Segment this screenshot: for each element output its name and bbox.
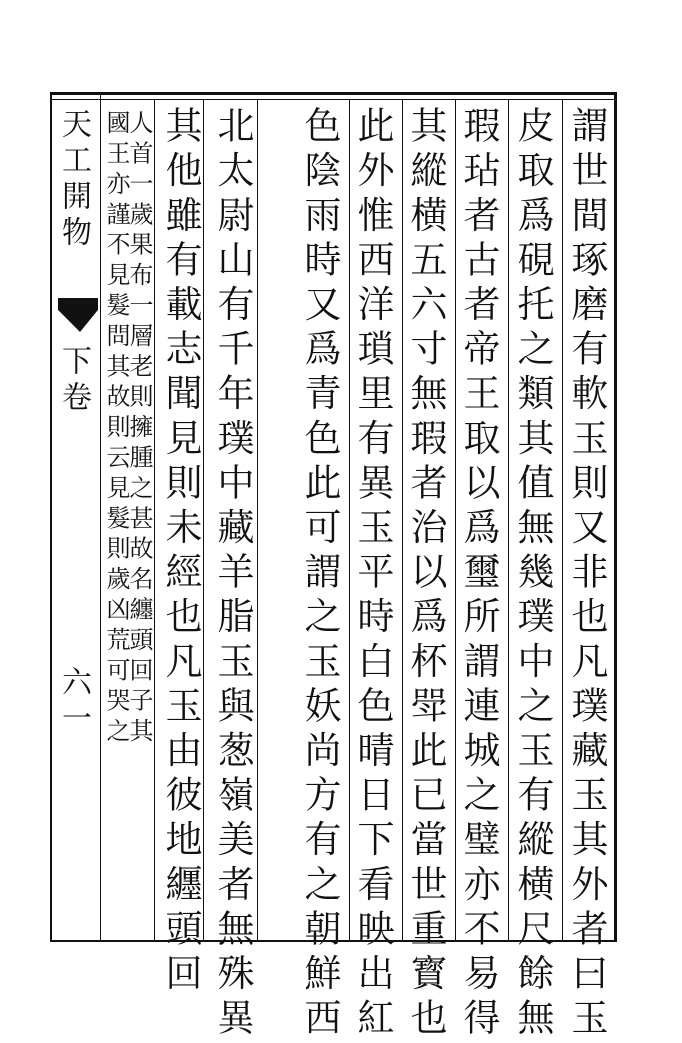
column-rule <box>562 100 563 940</box>
text-column-4: 其縱横五六寸無瑕者治以爲杯斝此已當世重寳也 <box>404 106 447 1043</box>
volume-label: 下卷 <box>56 345 91 417</box>
page-number: 六一 <box>56 666 91 738</box>
column-rule <box>203 100 204 940</box>
column-rule <box>257 100 258 940</box>
column-rule <box>402 100 403 940</box>
top-border-inner <box>50 99 616 100</box>
fish-tail-mark <box>58 298 98 332</box>
text-column-2: 皮取爲硯托之類其值無幾璞中之玉有縱横尺餘無 <box>511 106 554 1043</box>
column-rule <box>349 100 350 940</box>
top-border <box>50 92 616 95</box>
margin-column-divider <box>100 92 101 942</box>
book-title: 天工開物 <box>56 108 91 252</box>
text-column-7: 北太尉山有千年璞中藏羊脂玉與葱嶺美者無殊異 <box>211 106 254 1043</box>
text-column-3: 瑕玷者古者帝王取以爲璽所謂連城之璧亦不易得 <box>457 106 500 1043</box>
text-column-5: 此外惟西洋瑣里有異玉平時白色晴日下看映出紅 <box>351 106 394 1043</box>
text-column-8: 其他雖有載志聞見則未經也凡玉由彼地纒頭回 <box>159 106 202 998</box>
text-column-6: 色陰雨時又爲青色此可謂之玉妖尚方有之朝鮮西 <box>298 106 341 1043</box>
left-border <box>50 92 52 942</box>
column-rule <box>455 100 456 940</box>
column-rule <box>508 100 509 940</box>
right-border <box>614 92 617 942</box>
text-column-9-small: 人首一歲果布一層老則擁腫之甚故名纏頭回子其 <box>125 110 153 749</box>
text-column-10-small: 國王亦謹不見髮問其故則云見髮則歲凶荒可哭之 <box>102 110 130 749</box>
text-column-1: 謂世間琢磨有軟玉則又非也凡璞藏玉其外者曰玉 <box>565 106 608 1043</box>
column-rule <box>154 100 155 940</box>
